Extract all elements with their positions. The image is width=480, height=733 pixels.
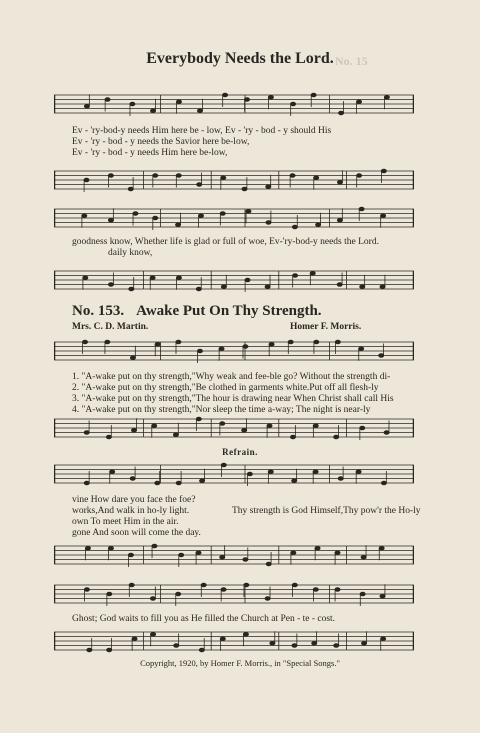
verse-line: Ghost; God waits to fill you as He filled the Church at Pen - te - cost. xyxy=(72,614,336,624)
lyric-line: Ev - 'ry - bod - y needs the Savior here be-low, xyxy=(72,137,250,147)
composer-credit: Homer F. Morris. xyxy=(290,322,362,332)
copyright-notice: Copyright, 1920, by Homer F. Morris., in "Special Songs." xyxy=(140,658,340,668)
music-system xyxy=(54,624,414,658)
music-system xyxy=(54,160,414,200)
lyric-line: daily know, xyxy=(108,248,153,258)
hymn-title: Everybody Needs the Lord. xyxy=(146,50,334,67)
refrain-label: Refrain. xyxy=(222,447,258,457)
music-system xyxy=(54,455,414,493)
refrain-lyric: Thy strength is God Himself,Thy pow'r the Ho-ly xyxy=(232,506,421,516)
hymn-title: Awake Put On Thy Strength. xyxy=(136,303,322,319)
verse-line: 2. "A-wake put on thy strength,"Be clothed in garments white.Put off all flesh-ly xyxy=(72,383,379,393)
music-system xyxy=(54,410,414,446)
music-system xyxy=(54,80,414,128)
lyricist-credit: Mrs. C. D. Martin. xyxy=(72,322,149,332)
hymn-number: No. 153. xyxy=(72,303,125,319)
music-system xyxy=(54,258,414,302)
verse-line: 3. "A-wake put on thy strength,"The hour is drawing near When Christ shall call His xyxy=(72,394,394,404)
lyric-line: Ev - 'ry-bod-y needs Him here be - low, Ev - 'ry - bod - y should His xyxy=(72,126,332,136)
lyric-line: Ev - 'ry - bod - y needs Him here be-low, xyxy=(72,148,228,158)
verse-line: works,And walk in ho-ly light. xyxy=(72,506,190,516)
verse-line: vine How dare you face the foe? xyxy=(72,495,196,505)
faint-hymn-number: No. 15 xyxy=(335,54,368,68)
music-system xyxy=(54,200,414,236)
music-system xyxy=(54,333,414,369)
verse-line: 4. "A-wake put on thy strength,"Nor sleep the time a-way; The night is near-ly xyxy=(72,405,371,415)
lyric-line: goodness know, Whether life is glad or full of woe, Ev-'ry-bod-y needs the Lord. xyxy=(72,237,379,247)
verse-line: own To meet Him in the air. xyxy=(72,517,179,527)
verse-line: 1. "A-wake put on thy strength,"Why weak and fee-ble go? Without the strength di- xyxy=(72,372,391,382)
music-system xyxy=(54,576,414,612)
verse-line: gone And soon will come the day. xyxy=(72,528,201,538)
hymn-header xyxy=(72,302,432,320)
music-system xyxy=(54,536,414,574)
